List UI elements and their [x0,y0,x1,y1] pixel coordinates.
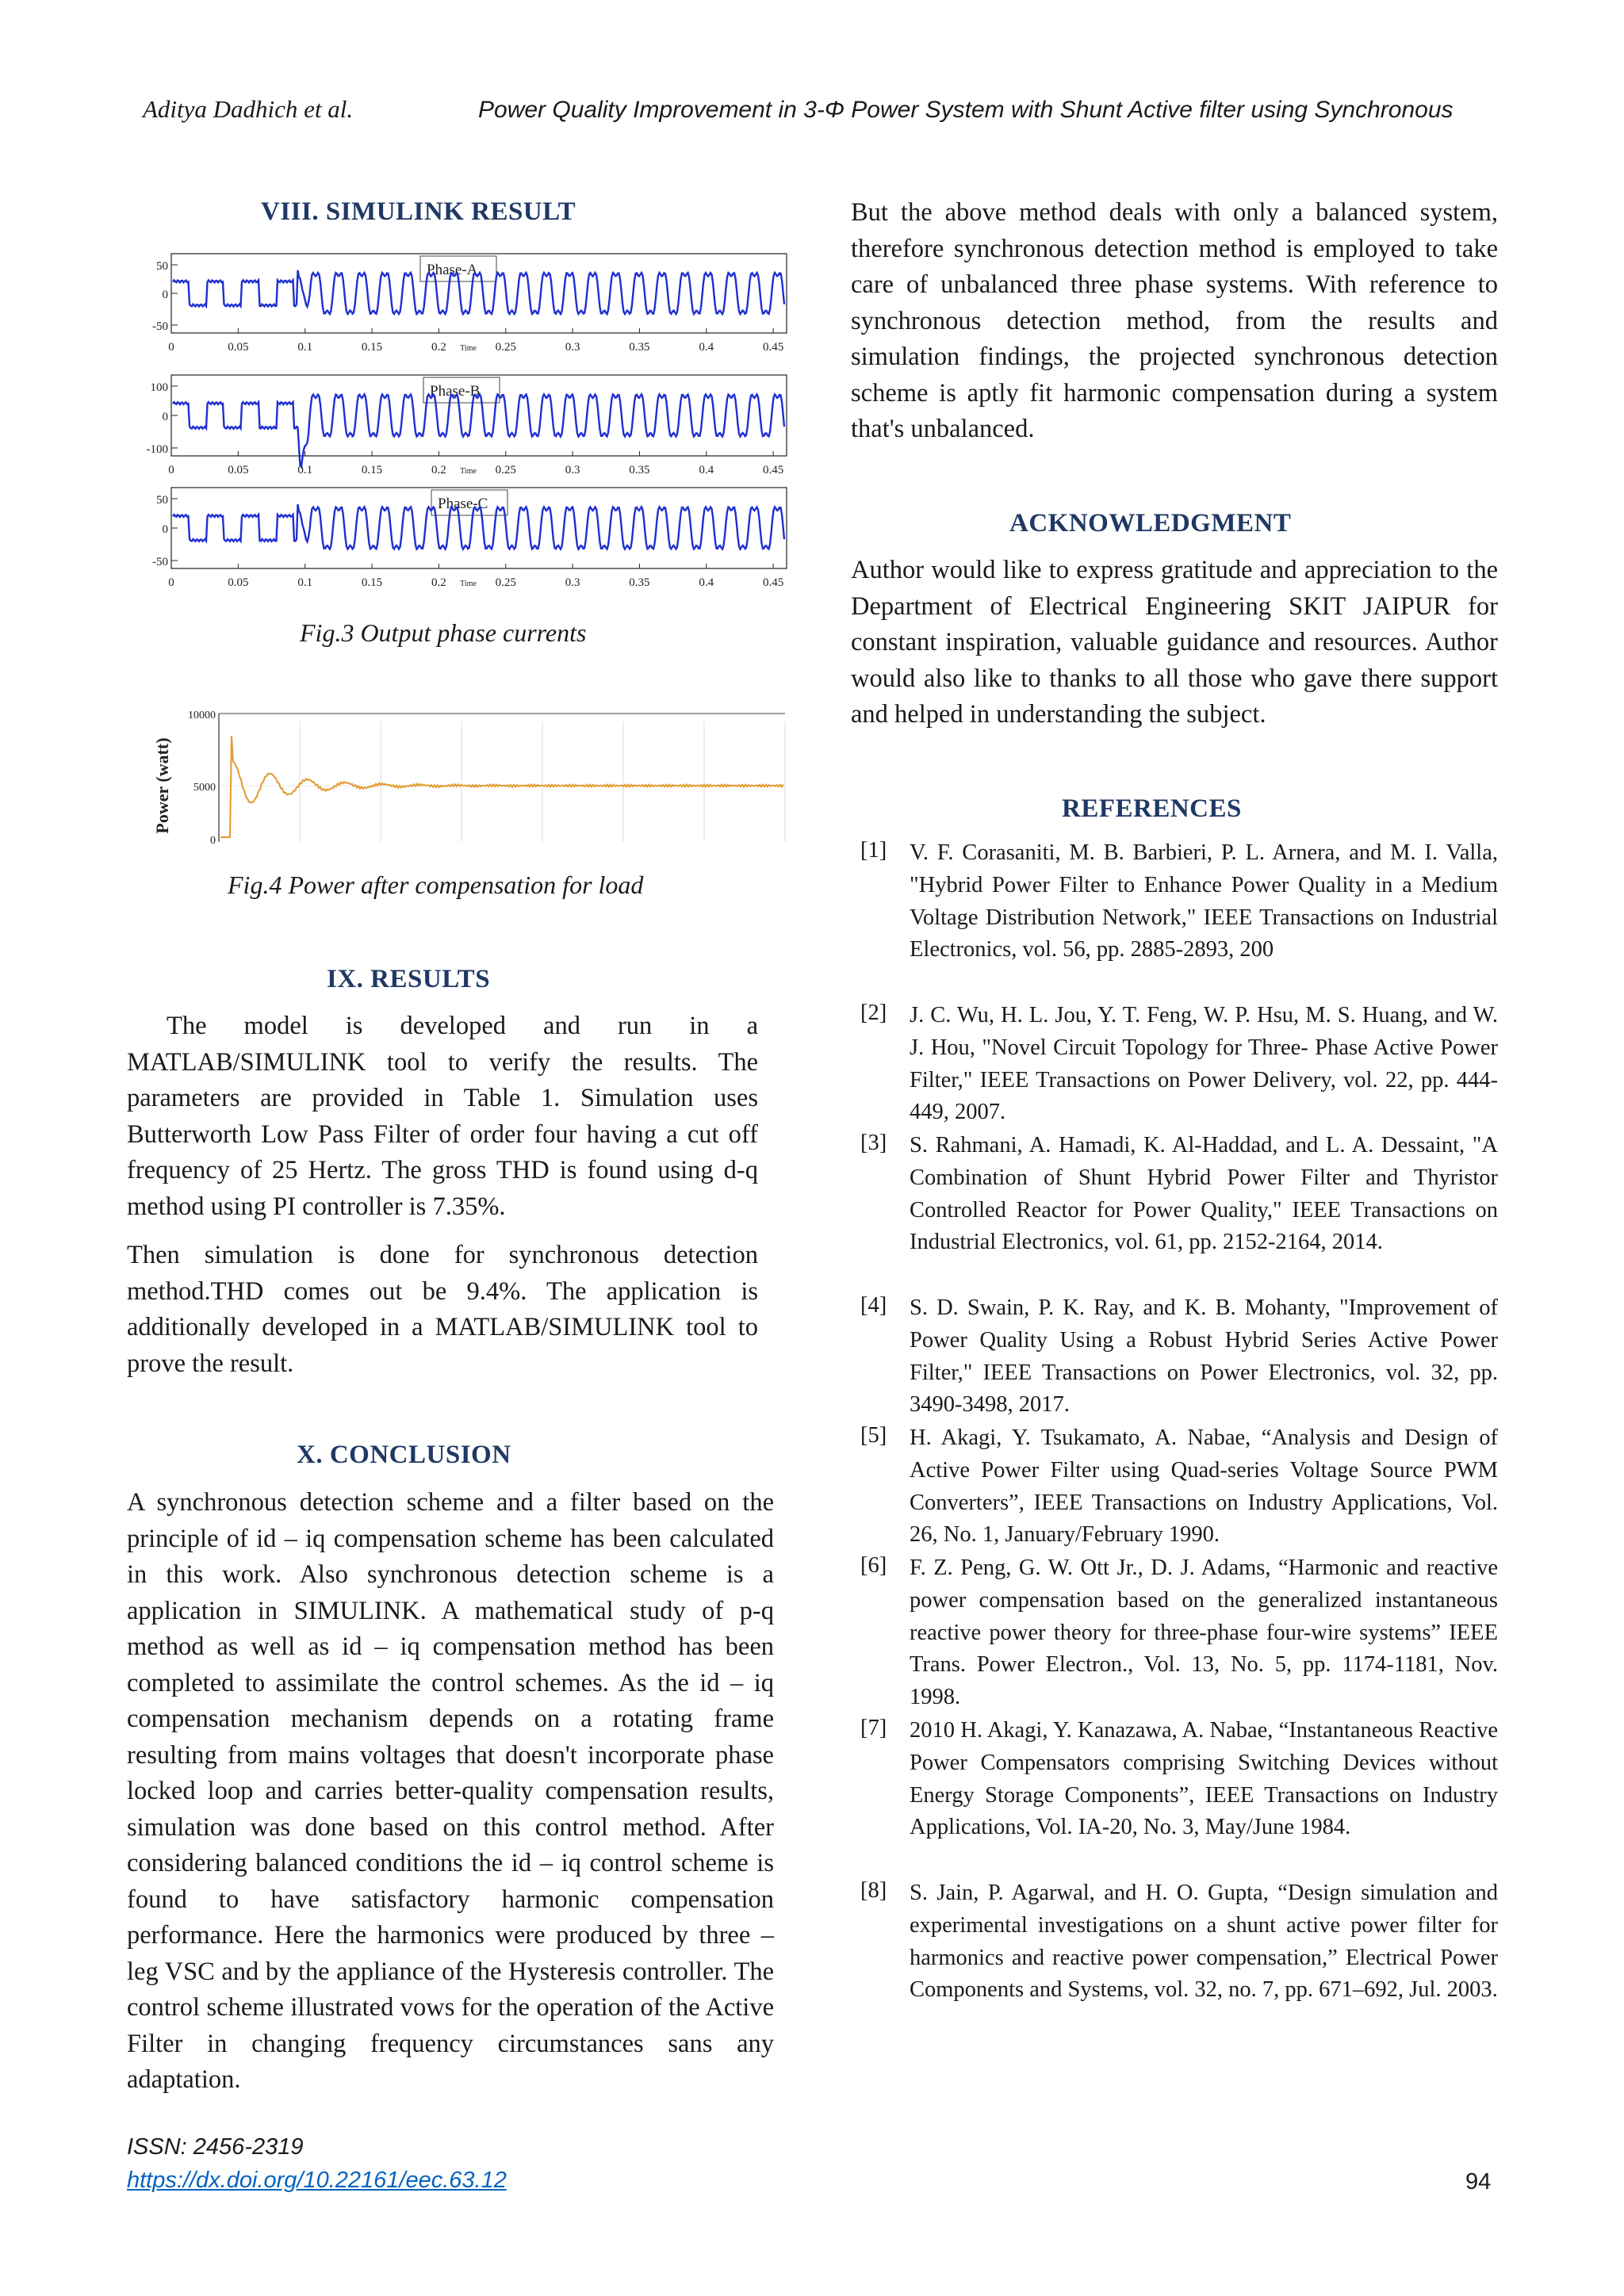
x-tick-label: 0.35 [629,576,650,589]
y-tick-label: 100 [150,381,168,394]
reference-text: S. Rahmani, A. Hamadi, K. Al-Haddad, and L. A. Dessaint, "A Combination of Shunt Hybrid Power Filter and Thyristor Controlled Reactor for Power Quality," IEEE Transactions on Industrial Electronics, vol. 61, pp. 2152-2164, 2014. [910,1133,1498,1255]
x-tick-label: 0.2 [431,341,446,354]
figure-4-caption: Fig.4 Power after compensation for load [228,871,644,899]
y-tick-label: 0 [162,411,168,423]
reference-text: S. D. Swain, P. K. Ray, and K. B. Mohanty, "Improvement of Power Quality Using a Robust Hybrid Series Active Power Filter," IEEE Transactions on Power Electronics, vol. 32, pp. 3490-3498, 2017. [910,1295,1498,1418]
running-header-title: Power Quality Improvement in 3-Φ Power System with Shunt Active filter using Synchronous [478,97,1454,123]
y-tick-label: -50 [152,556,168,568]
reference-number: [4] [860,1293,887,1318]
phase-label: Phase-C [438,496,488,512]
y-tick-label: 50 [156,260,168,273]
section-heading-simulink: VIII. SIMULINK RESULT [261,197,576,226]
x-tick-label: 0.25 [495,464,516,476]
acknowledgment-paragraph: Author would like to express gratitude and appreciation to the Department of Electrical Engineering SKIT JAIPUR for constant inspiration, valuable guidance and resources. Author would also like to thanks to all those who gave there support and helped in understanding the subject. [851,556,1498,729]
x-tick-label: 0 [168,341,174,354]
y-tick-label: -50 [152,320,168,333]
x-tick-label: 0.4 [699,341,714,354]
x-tick-label: 0.3 [565,464,580,476]
y-tick-label: 0 [162,523,168,536]
figure-4-power [151,698,801,856]
x-tick-label: 0 [168,576,174,589]
right-intro-paragraph: But the above method deals with only a balanced system, therefore synchronous detection method is employed to take care of unbalanced three phase systems. With reference to synchronous detection method, from the results and simulation findings, the projected synchronous detection scheme is aptly fit harmonic compensation during a system that's unbalanced. [851,198,1498,443]
x-tick-label: 0.25 [495,576,516,589]
x-tick-label: 0.1 [297,341,313,354]
reference-number: [6] [860,1553,887,1578]
x-tick-label: 0.15 [361,576,383,589]
x-tick-label: 0.45 [763,576,784,589]
x-tick-label: 0.2 [431,576,446,589]
phase-panel [147,375,787,476]
power-line [220,736,783,837]
figure-3-phase-currents [119,246,801,595]
x-tick-label: 0.25 [495,341,516,354]
x-tick-label: 0.2 [431,464,446,476]
footer-issn: ISSN: 2456-2319 [127,2134,304,2160]
phase-panel [152,254,787,354]
reference-number: [1] [860,838,887,863]
y-axis-label: Power (watt) [152,737,172,834]
reference-text: S. Jain, P. Agarwal, and H. O. Gupta, “Design simulation and experimental investigations on a shunt active power filter for harmonics and reactive power compensation,” Electrical Power Components and Systems, vol. 32, no. 7, pp. 671–692, Jul. 2003. [910,1881,1498,2003]
x-tick-label: 0.3 [565,341,580,354]
footer-doi-link[interactable]: https://dx.doi.org/10.22161/eec.63.12 [127,2168,507,2193]
y-tick-label: 10000 [188,710,216,721]
conclusion-paragraph: A synchronous detection scheme and a filter based on the principle of id – iq compensation scheme has been calculated in this work. Also synchronous detection scheme is a application in SIMULINK. A mathematical study of p-q method as well as id – iq compensation method has been completed to assimilate the control schemes. As the id – iq compensation mechanism depends on a rotating frame resulting from mains voltages that doesn't incorporate phase locked loop and carries better-quality compensation results, simulation was done based on this control method. After considering balanced conditions the id – iq control scheme is found to have satisfactory harmonic compensation performance. Here the harmonics were produced by three – leg VSC and by the appliance of the Hysteresis controller. The control scheme illustrated vows for the operation of the Active Filter in changing frequency circumstances sans any adaptation. [127,1488,774,2094]
x-tick-label: 0.3 [565,576,580,589]
y-tick-label: 0 [210,835,216,847]
reference-number: [2] [860,1001,887,1025]
y-tick-label: 5000 [193,782,216,794]
x-tick-label: 0.1 [297,576,313,589]
x-tick-label: 0.35 [629,341,650,354]
x-tick-label: 0 [168,464,174,476]
x-tick-label: 0.05 [228,341,249,354]
x-axis-label: Time [460,344,477,353]
reference-number: [7] [860,1716,887,1740]
phase-label: Phase-B [430,383,481,400]
reference-text: H. Akagi, Y. Tsukamato, A. Nabae, “Analysis and Design of Active Power Filter using Quad-series Voltage Source PWM Converters”, IEEE Transactions on Industry Applications, Vol. 26, No. 1, January/February 1990. [910,1425,1498,1548]
phase-label: Phase-A [427,262,478,278]
y-tick-label: 0 [162,289,168,301]
y-tick-label: -100 [146,443,168,456]
running-header-author: Aditya Dadhich et al. [143,95,354,123]
section-heading-references: REFERENCES [1062,794,1242,823]
reference-text: F. Z. Peng, G. W. Ott Jr., D. J. Adams, “Harmonic and reactive power compensation based on the generalized instantaneous reactive power theory for three-phase four-wire systems” IEEE Trans. Power Electron., Vol. 13, No. 5, pp. 1174-1181, Nov. 1998. [910,1556,1498,1710]
x-tick-label: 0.05 [228,464,249,476]
figure-3-caption: Fig.3 Output phase currents [300,618,587,647]
reference-text: 2010 H. Akagi, Y. Kanazawa, A. Nabae, “Instantaneous Reactive Power Compensators comprising Switching Devices without Energy Storage Components”, IEEE Transactions on Industry Applications, Vol. IA-20, No. 3, May/June 1984. [910,1718,1498,1840]
x-tick-label: 0.05 [228,576,249,589]
x-tick-label: 0.15 [361,341,383,354]
reference-number: [8] [860,1878,887,1903]
x-tick-label: 0.1 [297,464,313,476]
x-tick-label: 0.35 [629,464,650,476]
section-heading-results: IX. RESULTS [327,965,491,993]
results-paragraph-2: Then simulation is done for synchronous detection method.THD comes out be 9.4%. The application is additionally developed in a MATLAB/SIMULINK tool to prove the result. [127,1241,758,1378]
reference-text: J. C. Wu, H. L. Jou, Y. T. Feng, W. P. Hsu, M. S. Huang, and W. J. Hou, "Novel Circuit Topology for Three- Phase Active Power Filter," IEEE Transactions on Power Delivery, vol. 22, pp. 444- 449, 2007. [910,1003,1498,1125]
x-tick-label: 0.15 [361,464,383,476]
section-heading-conclusion: X. CONCLUSION [297,1441,511,1469]
y-tick-label: 50 [156,494,168,507]
reference-text: V. F. Corasaniti, M. B. Barbieri, P. L. Arnera, and M. I. Valla, "Hybrid Power Filter to Enhance Power Quality in a Medium Voltage Distribution Network," IEEE Transactions on Industrial Electronics, vol. 56, pp. 2885-2893, 200 [910,840,1498,962]
page-number: 94 [1465,2169,1492,2195]
section-heading-acknowledgment: ACKNOWLEDGMENT [1009,509,1292,538]
results-paragraph-1: The model is developed and run in a MATLAB/SIMULINK tool to verify the results. The parameters are provided in Table 1. Simulation uses Butterworth Low Pass Filter of order four having a cut off frequency of 25 Hertz. The gross THD is found using d-q method using PI controller is 7.35%. [127,1012,758,1221]
reference-number: [5] [860,1423,887,1448]
reference-number: [3] [860,1131,887,1155]
x-tick-label: 0.45 [763,341,784,354]
x-tick-label: 0.4 [699,576,714,589]
phase-panel [152,488,787,589]
x-axis-label: Time [460,467,477,476]
x-axis-label: Time [460,580,477,588]
x-tick-label: 0.4 [699,464,714,476]
x-tick-label: 0.45 [763,464,784,476]
